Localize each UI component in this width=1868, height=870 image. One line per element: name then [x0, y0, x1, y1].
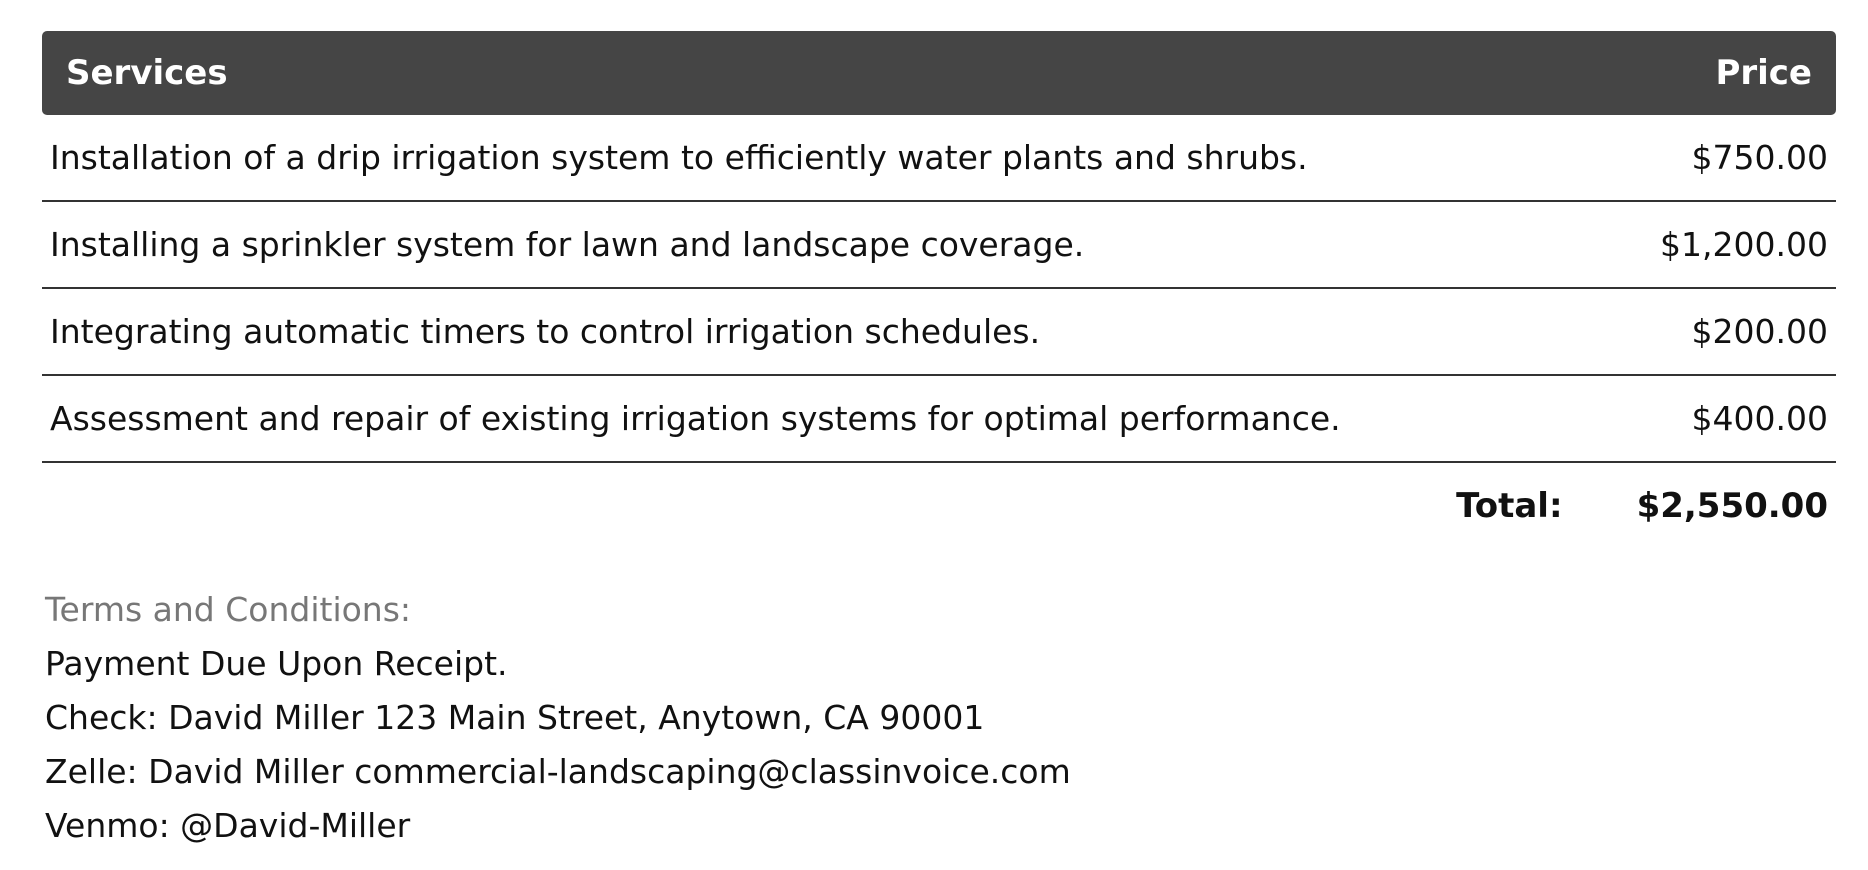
- service-price: $400.00: [1691, 399, 1828, 438]
- service-price: $200.00: [1691, 312, 1828, 351]
- service-price: $1,200.00: [1660, 225, 1828, 264]
- venmo-payment-line: Venmo: @David-Miller: [45, 806, 411, 845]
- services-column-header: Services: [66, 53, 228, 93]
- table-header: [42, 31, 1836, 115]
- table-row: [42, 289, 1836, 376]
- total-label: Total:: [1456, 486, 1563, 526]
- service-price: $750.00: [1691, 138, 1828, 177]
- price-column-header: Price: [1715, 53, 1812, 93]
- service-description: Integrating automatic timers to control irrigation schedules.: [50, 312, 1041, 351]
- service-description: Assessment and repair of existing irrigation systems for optimal performance.: [50, 399, 1341, 438]
- terms-section: [45, 583, 1071, 853]
- payment-due-line: Payment Due Upon Receipt.: [45, 644, 508, 683]
- check-payment-line: Check: David Miller 123 Main Street, Anytown, CA 90001: [45, 698, 985, 737]
- total-row: [42, 463, 1836, 549]
- table-row: [42, 115, 1836, 202]
- invoice-table: [42, 31, 1836, 549]
- table-row: [42, 202, 1836, 289]
- zelle-payment-line: Zelle: David Miller commercial-landscaping@classinvoice.com: [45, 752, 1071, 791]
- terms-heading: Terms and Conditions:: [45, 590, 412, 629]
- table-row: [42, 376, 1836, 463]
- total-value: $2,550.00: [1636, 486, 1828, 526]
- service-rows: [42, 115, 1836, 463]
- service-description: Installing a sprinkler system for lawn and landscape coverage.: [50, 225, 1085, 264]
- service-description: Installation of a drip irrigation system to efficiently water plants and shrubs.: [50, 138, 1308, 177]
